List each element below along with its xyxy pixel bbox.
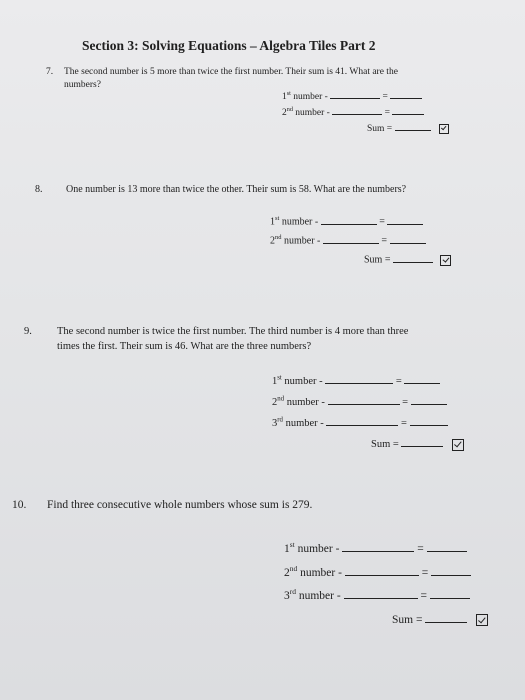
q8-first-answer-blank[interactable]: [387, 214, 423, 225]
checkbox-icon: [439, 124, 449, 134]
q10-second-answer-blank[interactable]: [431, 564, 471, 576]
q8-second-number-row: 2nd number - =: [270, 233, 426, 247]
q10-third-number-blank[interactable]: [344, 587, 418, 599]
question-10-text-line1: Find three consecutive whole numbers whose sum is 279.: [47, 499, 313, 511]
q7-sum-blank[interactable]: [395, 121, 431, 131]
q10-third-answer-blank[interactable]: [430, 587, 470, 599]
checkbox-icon: [440, 255, 451, 266]
q9-first-number-row: 1st number - =: [272, 373, 440, 387]
question-8-number: 8.: [35, 184, 43, 195]
question-10-number: 10.: [12, 499, 27, 511]
page-title: Section 3: Solving Equations – Algebra Tiles Part 2: [82, 38, 376, 53]
checkbox-icon: [476, 614, 488, 626]
q9-third-number-blank[interactable]: [326, 415, 398, 426]
q9-first-number-blank[interactable]: [325, 373, 393, 384]
q9-sum-blank[interactable]: [401, 436, 443, 447]
question-7-number: 7.: [46, 67, 54, 77]
q10-second-number-blank[interactable]: [345, 564, 419, 576]
q9-first-answer-blank[interactable]: [404, 373, 440, 384]
q8-second-answer-blank[interactable]: [390, 233, 426, 244]
question-8-text-line1: One number is 13 more than twice the other. Their sum is 58. What are the numbers?: [66, 184, 407, 195]
q10-first-answer-blank[interactable]: [427, 540, 467, 552]
question-9-text-line2: times the first. Their sum is 46. What are the three numbers?: [57, 341, 312, 352]
q9-sum-row: Sum =: [371, 436, 464, 451]
checkbox-icon: [452, 439, 464, 451]
q7-second-number-row: 2nd number - =: [282, 105, 424, 118]
q10-second-number-row: 2nd number - =: [284, 564, 471, 579]
q10-first-number-blank[interactable]: [342, 540, 414, 552]
q7-second-answer-blank[interactable]: [392, 105, 424, 115]
q7-first-number-blank[interactable]: [330, 89, 380, 99]
q8-sum-row: Sum =: [364, 252, 451, 266]
q8-first-number-row: 1st number - =: [270, 214, 423, 228]
question-9-text-line1: The second number is twice the first number. The third number is 4 more than three: [57, 326, 409, 337]
q7-first-answer-blank[interactable]: [390, 89, 422, 99]
question-7-text-line2: numbers?: [64, 80, 101, 90]
q8-first-number-blank[interactable]: [321, 214, 377, 225]
q8-second-number-blank[interactable]: [323, 233, 379, 244]
q10-sum-row: Sum =: [392, 611, 488, 626]
q8-sum-blank[interactable]: [393, 252, 433, 263]
q10-third-number-row: 3rd number - =: [284, 587, 470, 602]
q9-second-number-blank[interactable]: [328, 394, 400, 405]
question-7-text-line1: The second number is 5 more than twice the first number. Their sum is 41. What are the: [64, 67, 398, 77]
q9-third-number-row: 3rd number - =: [272, 415, 448, 429]
q9-third-answer-blank[interactable]: [410, 415, 448, 426]
q10-sum-blank[interactable]: [425, 611, 467, 623]
q7-first-number-row: 1st number - =: [282, 89, 422, 102]
q9-second-number-row: 2nd number - =: [272, 394, 447, 408]
q7-sum-row: Sum =: [367, 121, 449, 134]
q9-second-answer-blank[interactable]: [411, 394, 447, 405]
q7-second-number-blank[interactable]: [332, 105, 382, 115]
question-9-number: 9.: [24, 326, 32, 337]
q10-first-number-row: 1st number - =: [284, 540, 467, 555]
